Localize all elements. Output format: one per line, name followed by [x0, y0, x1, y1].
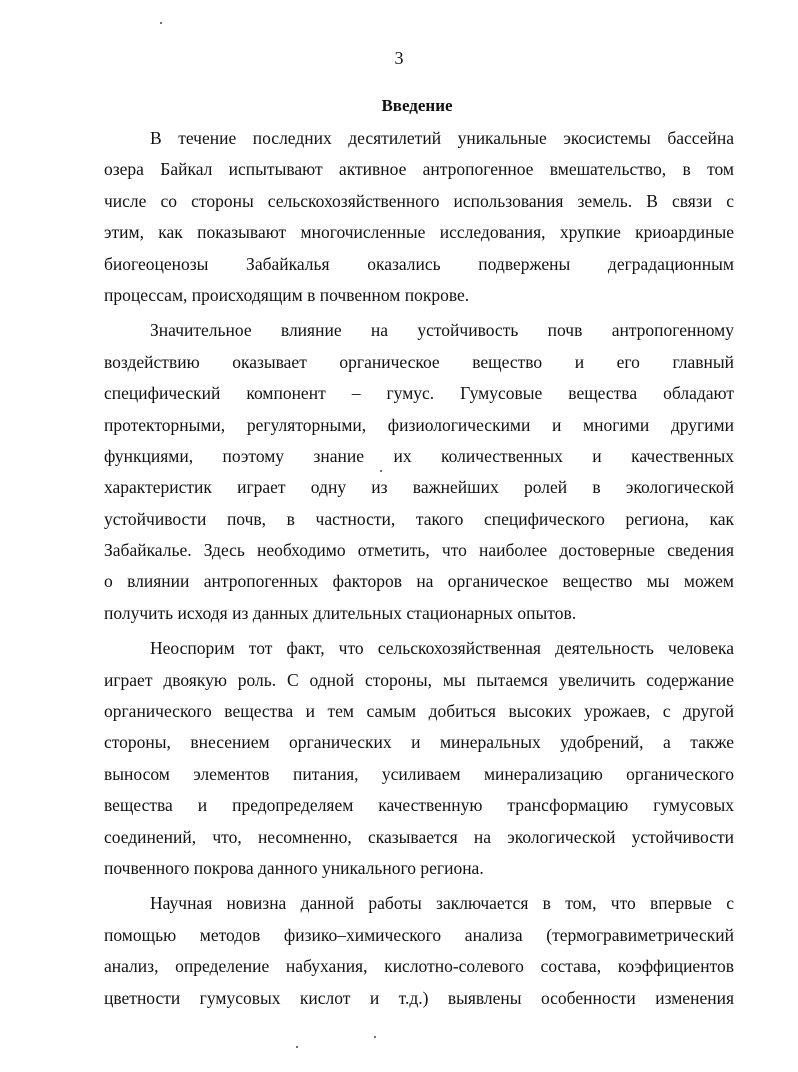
text-line: устойчивости почв, в частности, такого специфического региона, как	[104, 508, 734, 529]
text-line: играет двоякую роль. С одной стороны, мы пытаемся увеличить содержание	[104, 669, 734, 690]
scan-speck	[374, 1036, 376, 1038]
page-number: 3	[394, 48, 404, 68]
paragraph-3	[104, 633, 734, 884]
text-line: Забайкалье. Здесь необходимо отметить, что наиболее достоверные сведения	[104, 540, 734, 561]
text-line: характеристик играет одну из важнейших ролей в экологической	[104, 477, 734, 498]
text-line: органического вещества и тем самым добиться высоких урожаев, с другой	[104, 701, 734, 722]
text-line: почвенного покрова данного уникального региона.	[104, 857, 484, 878]
text-line: получить исходя из данных длительных стационарных опытов.	[104, 602, 577, 623]
scan-speck	[380, 470, 382, 472]
text-line: В течение последних десятилетий уникальные экосистемы бассейна	[150, 128, 734, 148]
text-line: вещества и предопределяем качественную трансформацию гумусовых	[104, 795, 734, 816]
text-line: Значительное влияние на устойчивость почв антропогенному	[150, 320, 734, 341]
paragraph-2	[104, 315, 734, 629]
scan-speck	[296, 1046, 298, 1048]
section-heading: Введение	[381, 96, 453, 115]
text-line: Научная новизна данной работы заключается в том, что впервые с	[150, 893, 734, 914]
text-line: выносом элементов питания, усиливаем минерализацию органического	[104, 763, 734, 784]
text-line: стороны, внесением органических и минеральных удобрений, а также	[104, 732, 734, 753]
text-line: специфический компонент – гумус. Гумусовые вещества обладают	[104, 383, 734, 404]
text-line: числе со стороны сельскохозяйственного использования земель. В связи с	[104, 190, 734, 211]
text-line: о влиянии антропогенных факторов на органическое вещество мы можем	[104, 571, 734, 592]
body-text	[104, 123, 734, 1014]
scan-speck	[160, 22, 162, 24]
text-line: Неоспорим тот факт, что сельскохозяйственная деятельность человека	[150, 638, 734, 659]
text-line: анализ, определение набухания, кислотно-солевого состава, коэффициентов	[104, 956, 734, 977]
text-line: процессам, происходящим в почвенном покрове.	[104, 284, 470, 305]
text-line: воздействию оказывает органическое вещество и его главный	[104, 351, 734, 372]
text-line: соединений, что, несомненно, сказывается на экологической устойчивости	[104, 826, 734, 847]
text-line: биогеоценозы Забайкалья оказались подвержены деградационным	[104, 253, 734, 274]
text-line: помощью методов физико–химического анализа (термогравиметрический	[104, 924, 734, 945]
paragraph-1	[104, 123, 734, 311]
text-line: озера Байкал испытывают активное антропогенное вмешательство, в том	[104, 159, 734, 180]
text-line: этим, как показывают многочисленные исследования, хрупкие криоардиные	[104, 222, 734, 243]
text-line: функциями, поэтому знание их количественных и качественных	[104, 445, 734, 466]
text-line: протекторными, регуляторными, физиологическими и многими другими	[104, 414, 734, 435]
text-line: цветности гумусовых кислот и т.д.) выявлены особенности изменения	[104, 987, 734, 1008]
paragraph-4	[104, 888, 734, 1014]
